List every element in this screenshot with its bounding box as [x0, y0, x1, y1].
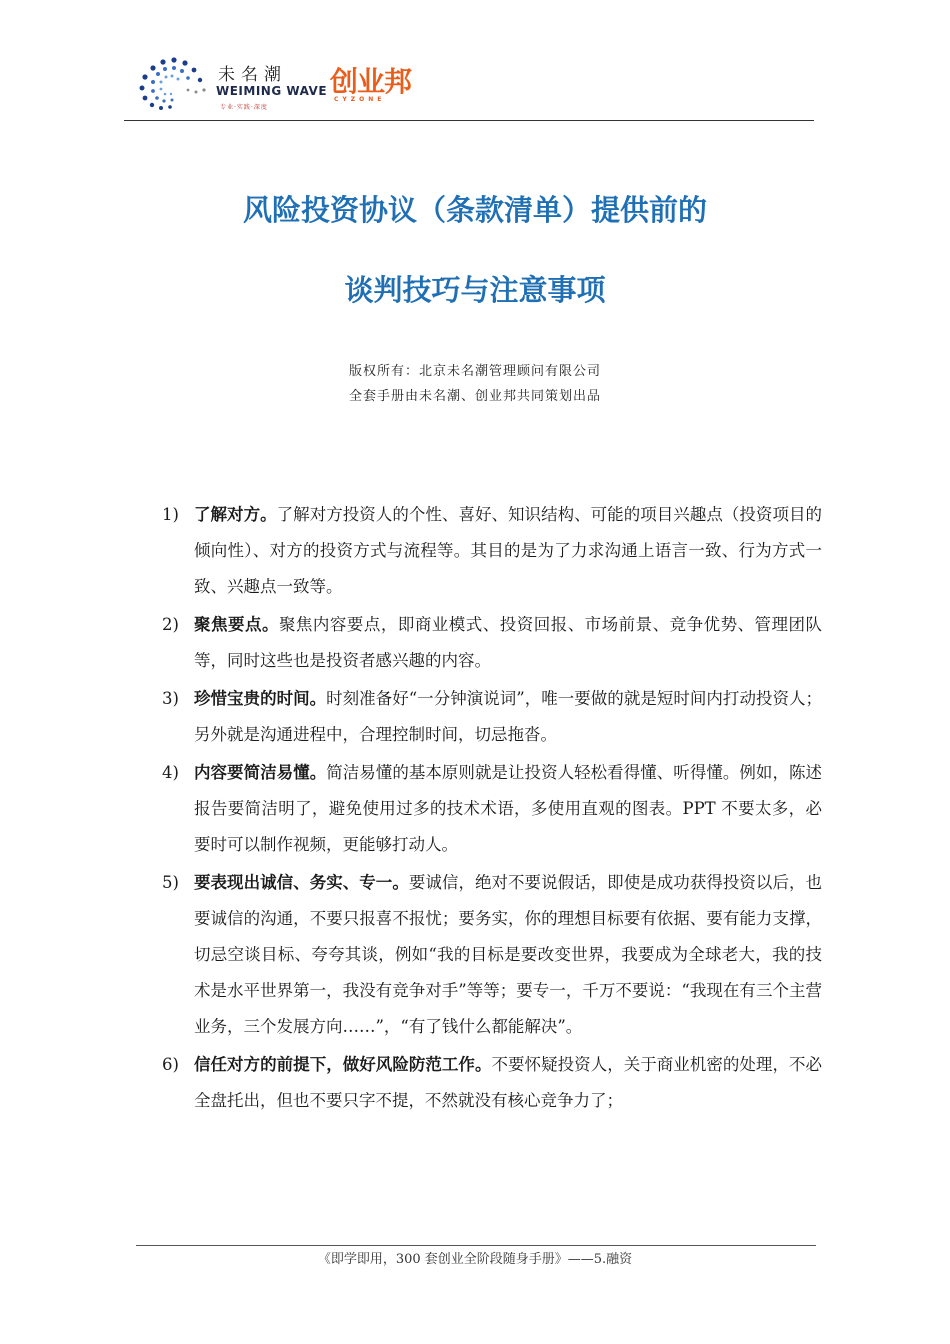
item-text: 要诚信，绝对不要说假话，即使是成功获得投资以后，也要诚信的沟通，不要只报喜不报忧；要务实，你的理想目标要有依据、要有能力支撑，切忌空谈目标、夸夸其谈，例如“我的目标是要改变世界，我要成为全球老大，我的技术是水平世界第一，我没有竞争对手”等等；要专一，千万不要说：“我现在有三个主营业务，三个发展方向……”，“有了钱什么都能解决”。 — [194, 873, 823, 1036]
item-heading: 聚焦要点。 — [194, 615, 279, 634]
document-header — [130, 50, 814, 120]
item-text: 了解对方投资人的个性、喜好、知识结构、可能的项目兴趣点（投资项目的倾向性）、对方的投资方式与流程等。其目的是为了力求沟通上语言一致、行为方式一致、兴趣点一致等。 — [194, 505, 823, 596]
page-footer: 《即学即用，300 套创业全阶段随身手册》——5.融资 — [317, 1252, 633, 1267]
brand-name-en: WEIMING WAVE — [216, 84, 328, 98]
list-item — [162, 865, 822, 1045]
page-title-line-1: 风险投资协议（条款清单）提供前的 — [242, 193, 707, 227]
item-number: 5) — [162, 873, 179, 892]
item-text: 简洁易懂的基本原则就是让投资人轻松看得懂、听得懂。例如，陈述报告要简洁明了，避免使用过多的技术术语，多使用直观的图表。PPT 不要太多，必要时可以制作视频，更能够打动人。 — [194, 763, 823, 854]
brand-name-cn: 未名潮 — [218, 65, 287, 85]
list-item — [162, 1047, 822, 1119]
list-item — [162, 607, 822, 679]
item-number: 3) — [162, 689, 179, 708]
partner-logo-en: CYZONE — [334, 96, 386, 103]
copyright-line-2: 全套手册由未名潮、创业邦共同策划出品 — [348, 389, 601, 404]
item-number: 6) — [162, 1055, 179, 1074]
item-text: 聚焦内容要点，即商业模式、投资回报、市场前景、竞争优势、管理团队等，同时这些也是投资者感兴趣的内容。 — [194, 615, 823, 670]
item-number: 2) — [162, 615, 179, 634]
footer-divider — [136, 1245, 816, 1246]
item-heading: 信任对方的前提下，做好风险防范工作。 — [194, 1055, 492, 1074]
item-heading: 内容要简洁易懂。 — [194, 763, 327, 782]
item-heading: 了解对方。 — [194, 505, 277, 524]
header-divider — [124, 120, 814, 121]
item-number: 1) — [162, 505, 179, 524]
item-heading: 珍惜宝贵的时间。 — [194, 689, 327, 708]
list-item — [162, 755, 822, 863]
item-text: 不要怀疑投资人，关于商业机密的处理，不必全盘托出，但也不要只字不提，不然就没有核心竞争力了； — [194, 1055, 823, 1110]
partner-logo-cn: 创业邦 — [330, 65, 412, 98]
item-text: 时刻准备好“一分钟演说词”，唯一要做的就是短时间内打动投资人；另外就是沟通进程中，合理控制时间，切忌拖沓。 — [194, 689, 823, 744]
tips-list — [162, 497, 822, 1121]
brand-tagline: 专业·实践·深度 — [220, 104, 268, 111]
list-item — [162, 497, 822, 605]
list-item — [162, 681, 822, 753]
copyright-line-1: 版权所有：北京未名潮管理顾问有限公司 — [348, 364, 601, 379]
weiming-wave-logo-icon — [130, 50, 212, 114]
item-number: 4) — [162, 763, 179, 782]
item-heading: 要表现出诚信、务实、专一。 — [194, 873, 409, 892]
page-title-line-2: 谈判技巧与注意事项 — [344, 273, 606, 307]
